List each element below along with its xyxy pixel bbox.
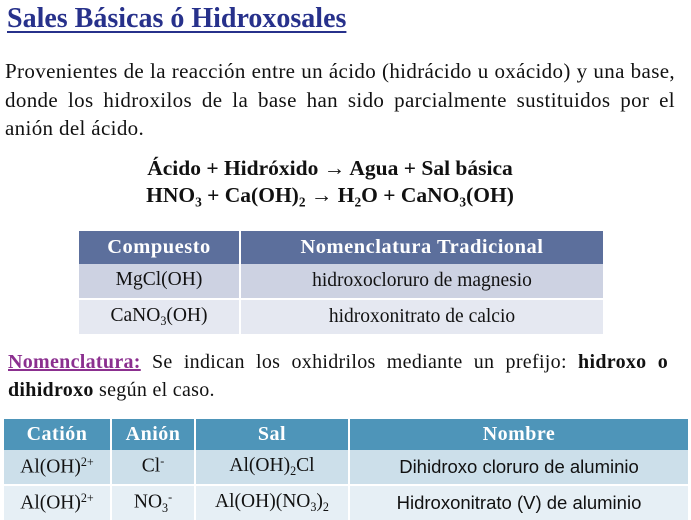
name-cell: Dihidroxo cloruro de aluminio [350, 450, 688, 486]
word-equation: Ácido + Hidróxido → Agua + Sal básica [147, 156, 513, 180]
column-header-compound: Compuesto [79, 231, 241, 264]
intro-paragraph: Provenientes de la reacción entre un ácido (hidrácido u oxácido) y una base, donde los hidroxilos de la base han sido parcialmente sustituidos por el anión del ácido. [5, 59, 675, 140]
name-cell: hidroxonitrato de calcio [241, 300, 603, 334]
basic-salts-table [4, 419, 688, 520]
column-header-name: Nombre [350, 419, 688, 450]
salt-cell: $Al(OH)_2Cl$ [196, 450, 350, 486]
name-cell: Hidroxonitrato (V) de aluminio [350, 486, 688, 520]
name-cell: hidroxocloruro de magnesio [241, 264, 603, 300]
column-header-traditional-name: Nomenclatura Tradicional [241, 231, 603, 264]
cation-cell: Al(OH)$^{2+}$ [4, 486, 112, 520]
table-row [79, 300, 603, 334]
example-compounds-table [79, 231, 603, 334]
nomenclature-label: Nomenclatura: [8, 351, 141, 373]
prefix-terms: hidroxo o dihidroxo [8, 351, 668, 401]
column-header-anion: Anión [112, 419, 196, 450]
cation-cell: Al(OH)$^{2+}$ [4, 450, 112, 486]
table-row [79, 264, 603, 300]
column-header-cation: Catión [4, 419, 112, 450]
salt-cell: $Al(OH)(NO_3)_2$ [196, 486, 350, 520]
formula-equation: $HNO_3 + Ca(OH)_2 \to H_2O$ + CaNO$_3$(OH) [146, 183, 514, 210]
nomenclature-paragraph: Nomenclatura: Se indican los oxhidrilos mediante un prefijo: hidroxo o dihidroxo según el caso. [8, 351, 668, 401]
anion-cell: $NO_3^-$ [112, 486, 196, 520]
column-header-salt: Sal [196, 419, 350, 450]
compound-cell: MgCl(OH) [79, 264, 241, 300]
table-row [4, 450, 688, 486]
anion-cell: Cl- [112, 450, 196, 486]
compound-cell: CaNO$_3$(OH) [79, 300, 241, 334]
page-title: Sales Básicas ó Hidroxosales [7, 3, 347, 34]
table-row [4, 486, 688, 520]
